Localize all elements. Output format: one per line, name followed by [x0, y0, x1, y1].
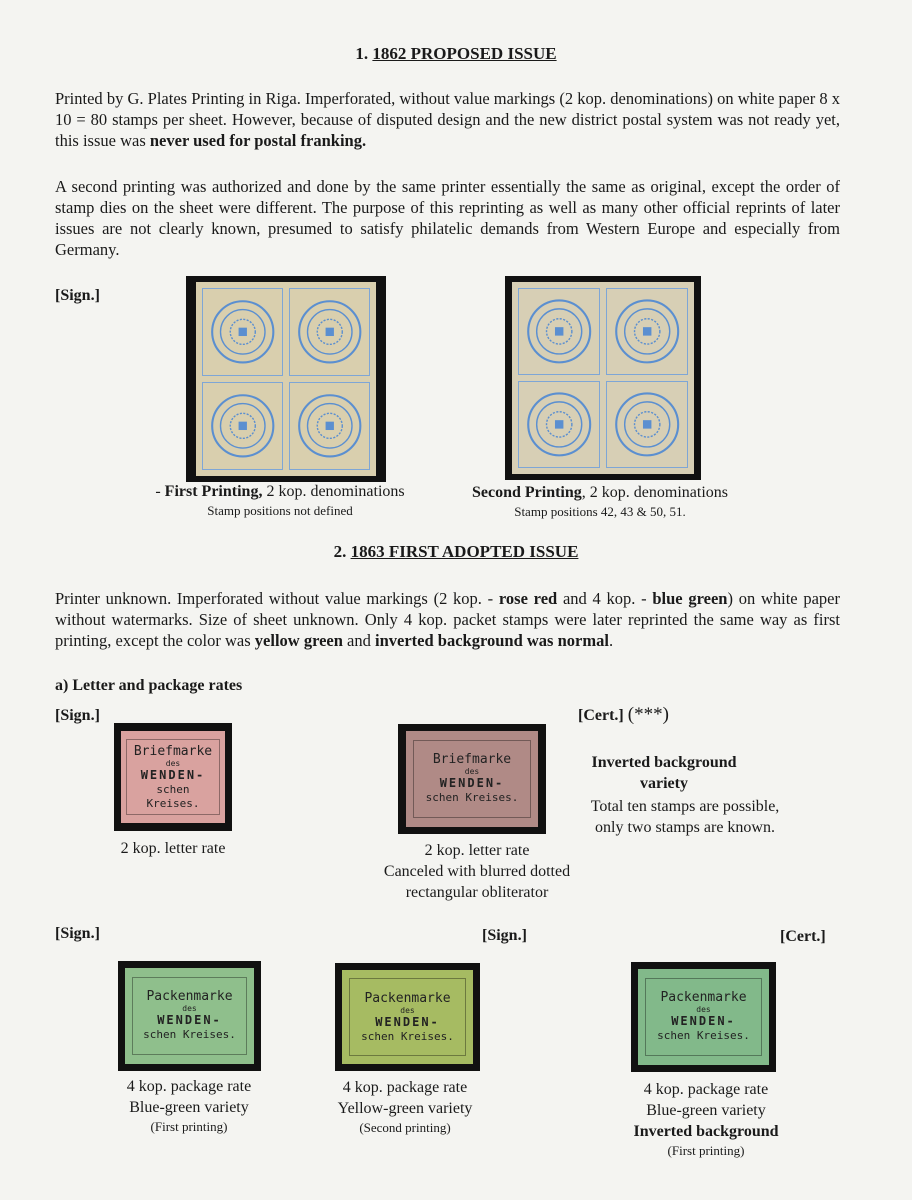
stamp-line: des	[696, 1005, 711, 1015]
stamp-line: WENDEN-	[375, 1014, 440, 1029]
canceled-stamp-frame	[413, 740, 531, 819]
package-sign-label-2: [Sign.]	[482, 927, 527, 944]
caption-line: rectangular obliterator	[405, 884, 549, 901]
section2-yellow: yellow green	[254, 631, 343, 650]
second-printing-bold: Second Printing	[471, 484, 582, 501]
inverted-note-line: variety	[640, 775, 688, 792]
section2-inverted: inverted background was normal	[375, 631, 609, 650]
package-cert-label: [Cert.]	[780, 928, 826, 945]
stamp-line: des	[182, 1004, 197, 1014]
section2-text-b: and 4 kop. -	[557, 589, 653, 608]
section2-text-c: ) on white paper without watermarks. Size of sheet unknown. Only 4 kop. packet stamps were later reprinted the same way as first printing, except the color was	[55, 589, 840, 650]
caption-line: Blue-green variety	[646, 1102, 766, 1119]
caption-line: Canceled with blurred dotted	[383, 863, 571, 880]
caption-small: (Second printing)	[359, 1120, 451, 1135]
caption-small: (First printing)	[667, 1143, 745, 1158]
section1-paragraph2: A second printing was authorized and done by the same printer essentially the same as original, except the order of stamp dies on the sheet were different. The purpose of this reprinting as well as many other official reprints of later issues are not clearly known, presumed to satisfy philatelic demands from Western Europe and especially from Germany.	[55, 177, 840, 259]
section1-heading	[0, 44, 912, 64]
section1-paragraph1	[55, 88, 840, 151]
section2-text-e: .	[608, 631, 614, 650]
stamp-line: schen Kreises.	[425, 791, 519, 805]
first-printing-block	[196, 282, 376, 476]
package-stamp-frame	[645, 978, 762, 1057]
stamp-line: schen Kreises.	[657, 1029, 750, 1043]
section2-text-a: Printer unknown. Imperforated without value markings (2 kop. -	[55, 589, 499, 608]
stamp-line: Packenmarke	[146, 989, 233, 1005]
caption-bold: Inverted background	[633, 1123, 779, 1140]
letter-caption-2	[352, 840, 602, 903]
stamp-line: Briefmarke	[133, 743, 213, 759]
circle-stamp	[518, 381, 600, 468]
stamp-line: WENDEN-	[671, 1014, 736, 1029]
package-stamp-frame	[349, 978, 466, 1055]
package-stamp-blue-green	[125, 968, 254, 1064]
section1-paragraph1-text: Printed by G. Plates Printing in Riga. Imperforated, without value markings (2 kop. denominations) on white paper 8 x 10 = 80 stamps per sheet. However, because of disputed design and the new district postal system was not ready yet, this issue was	[55, 89, 840, 150]
caption-line: Blue-green variety	[129, 1099, 249, 1116]
stamp-line: des	[400, 1005, 415, 1015]
caption-small: (First printing)	[150, 1119, 228, 1134]
circle-stamp	[606, 288, 688, 375]
stamp-line: des	[464, 767, 480, 777]
circle-stamp	[518, 288, 600, 375]
caption-line: 4 kop. package rate	[126, 1078, 252, 1095]
package-stamp-inverted	[638, 969, 769, 1065]
first-printing-prefix: -	[155, 483, 165, 500]
cert-label-1	[578, 704, 669, 726]
first-printing-caption	[120, 481, 440, 520]
package-sign-label-1: [Sign.]	[55, 925, 100, 942]
second-printing-block	[512, 282, 694, 474]
caption-line: 4 kop. package rate	[643, 1081, 769, 1098]
first-printing-positions: Stamp positions not defined	[207, 503, 353, 518]
inverted-variety-detail	[560, 796, 810, 838]
second-printing-caption	[440, 482, 760, 521]
letter-caption-1: 2 kop. letter rate	[120, 840, 226, 857]
inverted-detail-line: Total ten stamps are possible,	[590, 798, 780, 815]
package-caption-2	[310, 1077, 500, 1137]
letter-stamp-frame	[126, 739, 220, 815]
section2-text-d: and	[342, 631, 375, 650]
section1-paragraph1-bold: never used for postal franking.	[149, 131, 367, 150]
stamp-line: des	[165, 758, 181, 768]
stamp-line: Packenmarke	[364, 990, 451, 1006]
circle-stamp	[606, 381, 688, 468]
stamp-line: schen Kreises.	[361, 1029, 454, 1043]
section1-title: 1862 PROPOSED ISSUE	[372, 44, 557, 63]
caption-line: Yellow-green variety	[337, 1100, 473, 1117]
section2-heading	[0, 542, 912, 562]
second-printing-rest: , 2 kop. denominations	[581, 484, 728, 501]
package-caption-3	[606, 1079, 806, 1160]
sign-label: [Sign.]	[55, 287, 100, 304]
circle-stamp	[289, 288, 370, 376]
package-caption-1	[94, 1076, 284, 1136]
section2-rose: rose red	[498, 589, 558, 608]
section1-number: 1.	[355, 44, 369, 63]
cert-text: [Cert.]	[578, 707, 624, 724]
stamp-line: Briefmarke	[432, 752, 512, 768]
stamp-line: WENDEN-	[140, 767, 206, 782]
stamp-line: schen Kreises.	[146, 782, 200, 810]
second-printing-positions: Stamp positions 42, 43 & 50, 51.	[514, 504, 686, 519]
first-printing-rest: 2 kop. denominations	[262, 483, 405, 500]
stamp-line: schen Kreises.	[143, 1028, 236, 1042]
section2-number: 2.	[333, 542, 347, 561]
package-stamp-frame	[132, 977, 248, 1056]
circle-stamp	[289, 382, 370, 470]
inverted-detail-line: only two stamps are known.	[595, 819, 775, 836]
circle-stamp	[202, 382, 283, 470]
letter-stamp-rose	[121, 731, 225, 823]
stamp-line: WENDEN-	[157, 1013, 222, 1028]
stamp-line: WENDEN-	[439, 776, 505, 791]
inverted-note-line: Inverted background	[591, 754, 737, 771]
caption-line: 4 kop. package rate	[342, 1079, 468, 1096]
section2-paragraph	[55, 588, 840, 651]
subheading-letter-package: a) Letter and package rates	[55, 677, 243, 694]
cert-stars: (***)	[627, 704, 669, 725]
inverted-variety-note	[564, 752, 764, 794]
package-stamp-yellow-green	[342, 970, 473, 1064]
section2-bluegreen: blue green	[652, 589, 728, 608]
letter-stamp-canceled	[406, 731, 538, 827]
section2-title: 1863 FIRST ADOPTED ISSUE	[350, 542, 579, 561]
caption-line: 2 kop. letter rate	[424, 842, 530, 859]
circle-stamp	[202, 288, 283, 376]
letter-sign-label: [Sign.]	[55, 707, 100, 724]
first-printing-bold: First Printing,	[164, 483, 263, 500]
stamp-line: Packenmarke	[660, 990, 747, 1006]
